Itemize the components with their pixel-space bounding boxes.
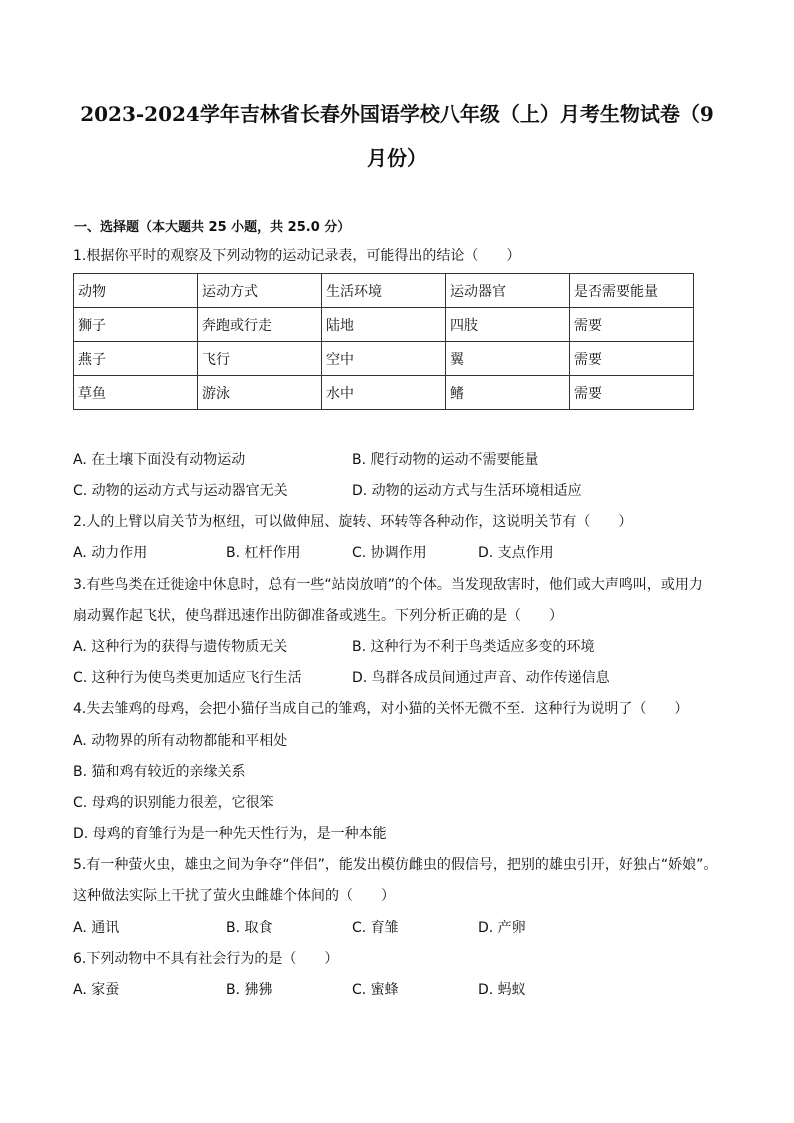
q3-option-d: D. 鸟群各成员间通过声音、动作传递信息: [352, 670, 610, 686]
table-cell: 需要: [570, 308, 694, 342]
q4-option-b: B. 猫和鸡有较近的亲缘关系: [73, 764, 246, 780]
q3-stem-line2: 扇动翼作起飞状，使鸟群迅速作出防御准备或逃生。下列分析正确的是（ ）: [73, 608, 563, 624]
q1-option-b: B. 爬行动物的运动不需要能量: [352, 452, 539, 468]
q5-option-c: C. 育雏: [352, 920, 399, 936]
q2-option-c: C. 协调作用: [352, 545, 427, 561]
q6-stem: 6.下列动物中不具有社会行为的是（ ）: [73, 951, 339, 967]
exam-title-line2: 月份）: [367, 146, 427, 170]
q3-option-c: C. 这种行为使鸟类更加适应飞行生活: [73, 670, 302, 686]
table-row: [74, 376, 694, 410]
q3-option-b: B. 这种行为不利于鸟类适应多变的环境: [352, 639, 595, 655]
table-row: [74, 308, 694, 342]
q2-option-b: B. 杠杆作用: [226, 545, 301, 561]
table-cell: 燕子: [74, 342, 198, 376]
q1-option-c: C. 动物的运动方式与运动器官无关: [73, 483, 288, 499]
q2-option-a: A. 动力作用: [73, 545, 148, 561]
table-cell: 需要: [570, 342, 694, 376]
q3-option-a: A. 这种行为的获得与遗传物质无关: [73, 639, 288, 655]
q3-stem-line1: 3.有些鸟类在迁徙途中休息时，总有一些“站岗放哨”的个体。当发现敌害时，他们或大声鸣叫，或用力: [73, 577, 703, 593]
q1-option-d: D. 动物的运动方式与生活环境相适应: [352, 483, 582, 499]
q5-option-b: B. 取食: [226, 920, 273, 936]
table-cell: 奔跑或行走: [198, 308, 322, 342]
table-cell: 鳍: [446, 376, 570, 410]
table-cell: 水中: [322, 376, 446, 410]
table-row: [74, 342, 694, 376]
q1-stem: 1.根据你平时的观察及下列动物的运动记录表，可能得出的结论（ ）: [73, 248, 521, 264]
q5-option-d: D. 产卵: [478, 920, 526, 936]
q4-option-d: D. 母鸡的育雏行为是一种先天性行为，是一种本能: [73, 826, 387, 842]
section-heading: 一、选择题（本大题共 25 小题，共 25.0 分）: [74, 220, 351, 235]
motion-record-table: [73, 273, 694, 410]
table-cell: 翼: [446, 342, 570, 376]
table-cell: 是否需要能量: [570, 274, 694, 308]
table-cell: 需要: [570, 376, 694, 410]
table-cell: 陆地: [322, 308, 446, 342]
table-cell: 动物: [74, 274, 198, 308]
table-cell: 草鱼: [74, 376, 198, 410]
table-cell: 生活环境: [322, 274, 446, 308]
q2-option-d: D. 支点作用: [478, 545, 554, 561]
table-cell: 飞行: [198, 342, 322, 376]
table-cell: 运动方式: [198, 274, 322, 308]
q1-option-a: A. 在土壤下面没有动物运动: [73, 452, 246, 468]
q6-option-b: B. 狒狒: [226, 982, 273, 998]
q6-option-a: A. 家蚕: [73, 982, 120, 998]
q4-stem: 4.失去雏鸡的母鸡，会把小猫仔当成自己的雏鸡，对小猫的关怀无微不至．这种行为说明了（ ）: [73, 701, 689, 717]
q2-stem: 2.人的上臂以肩关节为枢纽，可以做伸屈、旋转、环转等各种动作，这说明关节有（ ）: [73, 514, 633, 530]
table-row: [74, 274, 694, 308]
table-cell: 游泳: [198, 376, 322, 410]
q5-stem-line1: 5.有一种萤火虫，雄虫之间为争夺“伴侣”，能发出模仿雌虫的假信号，把别的雄虫引开，好独占“娇娘”。: [73, 857, 718, 873]
table-cell: 四肢: [446, 308, 570, 342]
q4-option-a: A. 动物界的所有动物都能和平相处: [73, 733, 288, 749]
q6-option-d: D. 蚂蚁: [478, 982, 526, 998]
exam-title-line1: 2023-2024学年吉林省长春外国语学校八年级（上）月考生物试卷（9: [80, 102, 714, 126]
table-cell: 空中: [322, 342, 446, 376]
table-cell: 狮子: [74, 308, 198, 342]
q5-option-a: A. 通讯: [73, 920, 120, 936]
q5-stem-line2: 这种做法实际上干扰了萤火虫雌雄个体间的（ ）: [73, 888, 395, 904]
table-cell: 运动器官: [446, 274, 570, 308]
q6-option-c: C. 蜜蜂: [352, 982, 399, 998]
q4-option-c: C. 母鸡的识别能力很差，它很笨: [73, 795, 274, 811]
